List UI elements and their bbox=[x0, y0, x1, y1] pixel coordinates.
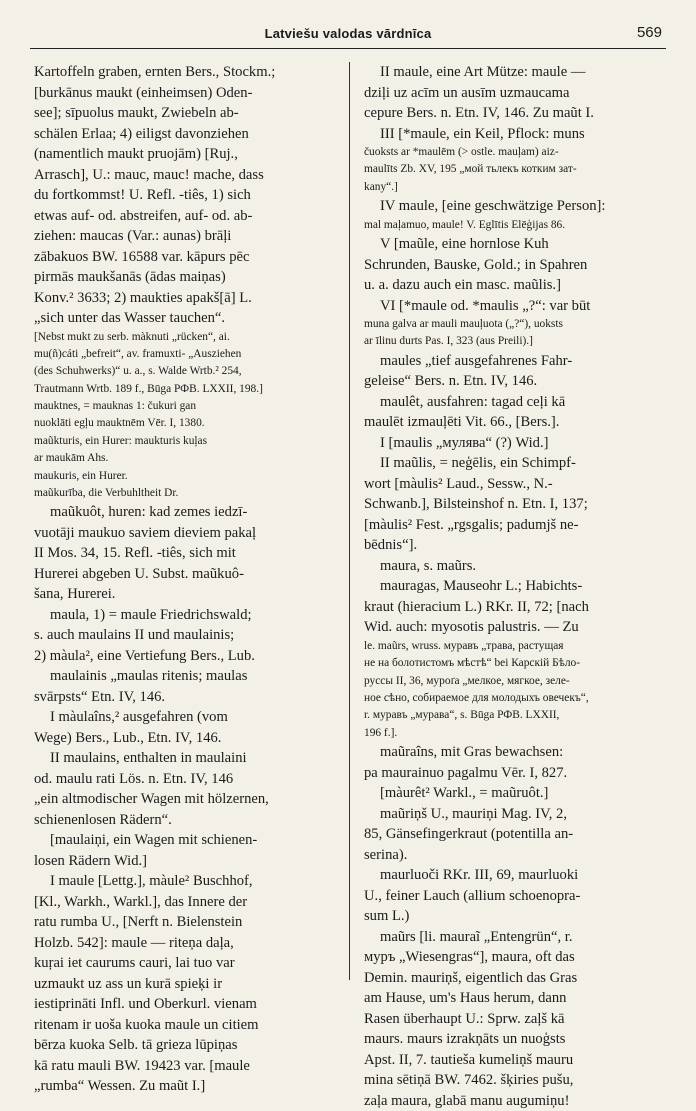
text-line: serina). bbox=[364, 846, 408, 863]
text-line: pa maurainuo pagalmu Vēr. I, 827. bbox=[364, 764, 568, 781]
text-line: „sich unter das Wasser tauchen“. bbox=[34, 310, 226, 326]
text-line: wort [màulis² Laud., Sessw., N.- bbox=[364, 475, 553, 492]
text-line: čuoksts ar *maulēm (> ostle. mauļam) aiz- bbox=[364, 146, 559, 158]
text-line: III [*maule, ein Keil, Pflock: muns bbox=[380, 125, 585, 142]
text-line: losen Rädern Wid.] bbox=[34, 852, 148, 869]
text-line: муръ „Wiesengras“], maura, oft das bbox=[364, 949, 575, 966]
text-line: [màulis² Fest. „rgsgalis; padumjš ne- bbox=[364, 516, 579, 533]
text-line: Trautmann Wrtb. 189 f., Būga РФВ. LXXII, 198.] bbox=[34, 382, 263, 395]
text-line: cepure Bers. n. Etn. IV, 146. Zu maũt I. bbox=[364, 105, 594, 121]
running-title: Latviešu valodas vārdnīca bbox=[264, 26, 432, 41]
text-line: (namentlich maukt pruojām) [Ruj., bbox=[34, 146, 238, 162]
text-line: ное сѣно, собираемое для молодыхъ овечекъ“, bbox=[364, 692, 589, 705]
text-line: Demin. mauriņš, eigentlich das Gras bbox=[364, 969, 578, 986]
text-line: geleise“ Bers. n. Etn. IV, 146. bbox=[364, 373, 538, 390]
text-line: Wid. auch: myosotis palustris. — Zu bbox=[364, 619, 579, 636]
text-line: maura, s. maũrs. bbox=[380, 557, 477, 574]
text-line: bēdnis“]. bbox=[364, 537, 418, 554]
text-line: II maũlis, = neģēlis, ein Schimpf- bbox=[380, 455, 576, 472]
text-line: ar īlinu durts Pas. I, 323 (aus Preili).] bbox=[364, 335, 533, 348]
text-line: maũrs [li. mauraĩ „Entengrün“, r. bbox=[380, 928, 573, 945]
text-line: maules „tief ausgefahrenes Fahr- bbox=[380, 352, 573, 369]
header-rule bbox=[30, 48, 666, 49]
text-line: maurluoči RKr. III, 69, maurluoki bbox=[380, 867, 579, 884]
text-line: Apst. II, 7. tautiešа kumeliņš mauru bbox=[364, 1051, 574, 1068]
text-line: le. maũrs, wruss. муравъ „трава, растущая bbox=[364, 639, 564, 652]
text-line: maulīts Zb. XV, 195 „мой тьлекъ котким зат- bbox=[364, 163, 577, 176]
text-line: zaļa maura, glabā manu augumiņu! bbox=[364, 1092, 570, 1109]
text-line: II maule, eine Art Mütze: maule — bbox=[380, 64, 586, 80]
text-line: vuotāji maukuo saviem dieviem pakaļ bbox=[34, 524, 257, 541]
text-line: Konv.² 3633; 2) maukties apakš[ā] L. bbox=[34, 289, 252, 306]
column-divider bbox=[349, 62, 350, 980]
text-line: mauktnes, = mauknas 1: čukuri gan bbox=[34, 400, 197, 413]
text-line: am Hause, um's Haus herum, dann bbox=[364, 990, 567, 1007]
text-line: kany“.] bbox=[364, 180, 398, 193]
text-line: 196 f.]. bbox=[364, 726, 398, 739]
text-line: Kartoffeln graben, ernten Bers., Stockm.; bbox=[34, 64, 276, 80]
left-column bbox=[34, 62, 336, 1097]
text-line: etwas auf- od. abstreifen, auf- od. ab- bbox=[34, 207, 253, 224]
text-line: II Mos. 34, 15. Refl. -tiês, sich mit bbox=[34, 545, 236, 562]
text-line: IV maule, [eine geschwätzige Person]: bbox=[380, 198, 606, 215]
text-line: mu(ñ)cáti „befreit“, av. framuxti- „Ausziehen bbox=[34, 347, 242, 360]
text-line: VI [*maule od. *maulis „?“: var būt bbox=[380, 297, 591, 314]
text-line: Holzb. 542]: maule — riteņa daļa, bbox=[34, 934, 234, 951]
text-line: u. a. dazu auch ein masc. maũlis.] bbox=[364, 277, 561, 294]
text-line: mal maļamuo, maule! V. Eglītis Elēģijas 86. bbox=[364, 218, 566, 231]
text-line: uzmaukt uz ass un kurā spieķi ir bbox=[34, 975, 223, 992]
text-line: bērza kuoka Selb. tā grieza lūpiņas bbox=[34, 1037, 238, 1054]
text-line: Wege) Bers., Lub., Etn. IV, 146. bbox=[34, 729, 222, 746]
text-line: maũriņš U., mauriņi Mag. IV, 2, bbox=[380, 805, 567, 822]
text-line: I màulaîns,² ausgefahren (vom bbox=[50, 709, 228, 726]
text-line: maulēt izmauļēti Vit. 66., [Bers.]. bbox=[364, 414, 560, 431]
text-line: maurs. maurs izrakņāts un nuoģsts bbox=[364, 1031, 566, 1048]
text-line: mina sētiņā BW. 7462. šķiries pušu, bbox=[364, 1072, 574, 1089]
text-line: zābakuos BW. 16588 var. kāpurs pēc bbox=[34, 248, 250, 265]
text-line: sum L.) bbox=[364, 908, 410, 925]
text-line: od. maulu rati Lös. n. Etn. IV, 146 bbox=[34, 770, 234, 787]
text-line: du fortkommst! U. Refl. -tiês, 1) sich bbox=[34, 187, 251, 203]
text-line: ziehen: maucas (Var.: aunas) brāļi bbox=[34, 228, 232, 244]
text-line: Hurerei abgeben U. Subst. maũkuô- bbox=[34, 565, 244, 582]
text-line: maula, 1) = maule Friedrichswald; bbox=[50, 606, 252, 623]
text-line: ratu rumba U., [Nerft n. Bielenstein bbox=[34, 914, 243, 931]
text-line: „rumba“ Wessen. Zu maũt I.] bbox=[34, 1078, 206, 1095]
text-line: maulainis „maulas ritenis; maulas bbox=[50, 668, 248, 685]
text-line: svārpsts“ Etn. IV, 146. bbox=[34, 688, 166, 705]
text-line: руссы II, 36, муроґа „мелкое, мягкое, зеле- bbox=[364, 674, 570, 687]
text-line: kraut (hieracium L.) RKr. II, 72; [nach bbox=[364, 598, 589, 615]
text-line: Rasen überhaupt U.: Sprw. zaļš kā bbox=[364, 1010, 565, 1027]
text-line: II maulains, enthalten in maulaini bbox=[50, 750, 247, 767]
text-line: iestiprināti Infl. und Oberkurl. vienam bbox=[34, 996, 257, 1013]
text-line: dziļi uz acīm un ausīm uzmaucama bbox=[364, 84, 570, 101]
text-line: nuoklāti egļu mauktnēm Vēr. I, 1380. bbox=[34, 417, 205, 430]
text-line: maũkuôt, huren: kad zemes iedzī- bbox=[50, 504, 248, 521]
right-column bbox=[364, 62, 668, 1111]
text-line: šana, Hurerei. bbox=[34, 586, 116, 603]
text-line: kā ratu mauli BW. 19423 var. [maule bbox=[34, 1057, 250, 1074]
text-line: Schwanb.], Bilsteinshof n. Etn. I, 137; bbox=[364, 496, 588, 513]
text-line: [màurêt² Warkl., = maũruôt.] bbox=[380, 785, 549, 802]
text-line: schienenlosen Rädern“. bbox=[34, 811, 172, 828]
text-line: (des Schuhwerks)“ u. a., s. Walde Wrtb.² 254, bbox=[34, 365, 242, 378]
text-line: maũraîns, mit Gras bewachsen: bbox=[380, 744, 564, 761]
text-line: Schrunden, Bauske, Gold.; in Spahren bbox=[364, 256, 588, 273]
text-line: r. муравъ „мурава“, s. Būga РФВ. LXXII, bbox=[364, 709, 560, 722]
text-line: I [maulis „мулява“ (?) Wid.] bbox=[380, 434, 549, 451]
text-line: kuŗai iet caurums cauri, lai tuo var bbox=[34, 955, 235, 972]
text-line: не на болотистомъ мѣстѣ“ bei Карскій Бѣло- bbox=[364, 657, 581, 670]
text-line: maulêt, ausfahren: tagad ceļi kā bbox=[380, 393, 566, 410]
text-line: mauragas, Mauseohr L.; Habichts- bbox=[380, 578, 583, 595]
text-line: ritenam ir uoša kuoka maule un citiem bbox=[34, 1016, 259, 1033]
text-line: see]; sīpuolus maukt, Zwiebeln ab- bbox=[34, 105, 239, 121]
text-line: maukuris, ein Hurer. bbox=[34, 469, 128, 482]
text-line: ar maukām Ahs. bbox=[34, 452, 109, 465]
text-line: pirmās maukšanās (ādas maiņas) bbox=[34, 269, 226, 285]
page-number: 569 bbox=[636, 24, 662, 41]
text-line: U., feiner Lauch (allium schoenopra- bbox=[364, 887, 581, 904]
text-line: [burkānus maukt (einheimsen) Oden- bbox=[34, 84, 253, 101]
text-line: „ein altmodischer Wagen mit hölzernen, bbox=[34, 791, 269, 808]
text-line: Arrasch], U.: mauc, mauc! mache, dass bbox=[34, 166, 264, 183]
text-line: 2) màula², eine Vertiefung Bers., Lub. bbox=[34, 647, 255, 664]
page-header bbox=[30, 10, 666, 48]
text-line: [Kl., Warkh., Warkl.], das Innere der bbox=[34, 893, 248, 910]
text-line: 85, Gänsefingerkraut (potentilla an- bbox=[364, 826, 574, 843]
text-line: maũkturis, ein Hurer: maukturis kuļas bbox=[34, 434, 208, 447]
text-line: schälen Erlaa; 4) eiligst davonziehen bbox=[34, 125, 249, 142]
text-line: s. auch maulains II und maulainis; bbox=[34, 627, 235, 644]
text-line: [Nebst mukt zu serb. màknuti „rücken“, ai. bbox=[34, 330, 230, 343]
text-line: [maulaiņi, ein Wagen mit schienen- bbox=[50, 832, 258, 849]
text-line: maũkurība, die Verbuhltheit Dr. bbox=[34, 487, 179, 500]
text-line: muna galva ar mauli mauļuota („?“), uoksts bbox=[364, 318, 563, 331]
text-line: I maule [Lettg.], màule² Buschhof, bbox=[50, 873, 253, 890]
text-line: V [maũle, eine hornlose Kuh bbox=[380, 236, 549, 253]
